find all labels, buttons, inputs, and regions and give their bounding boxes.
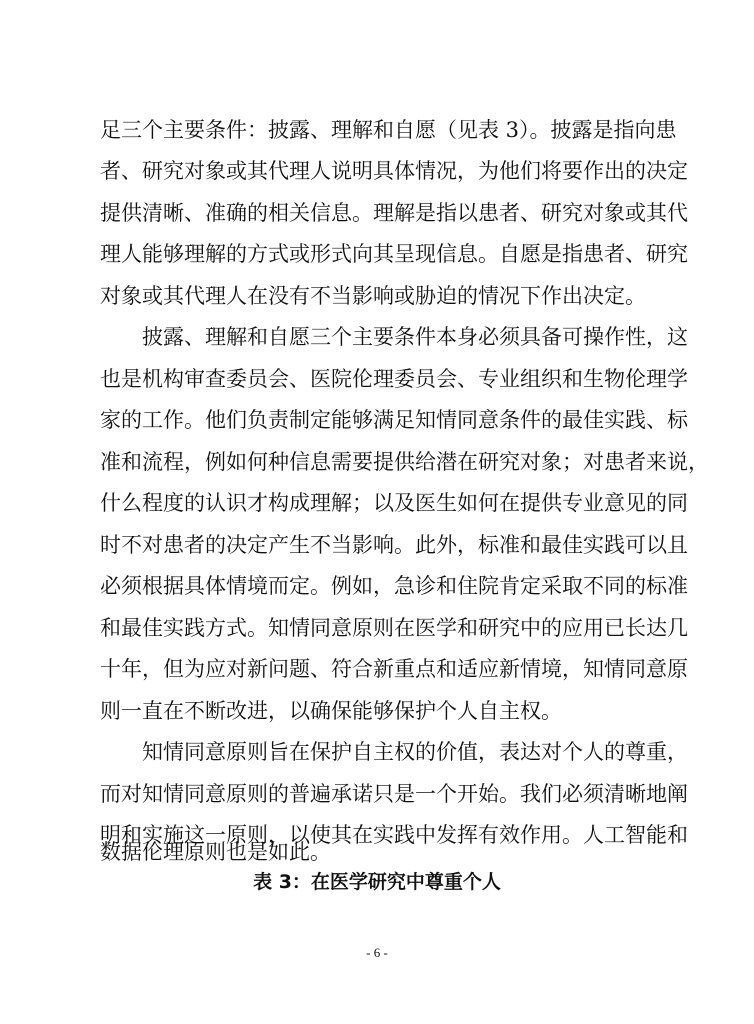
paragraph-2-line-2: 也是机构审查委员会、医院伦理委员会、专业组织和生物伦理学 xyxy=(100,367,688,391)
paragraph-3-line-2: 而对知情同意原则的普遍承诺只是一个开始。我们必须清晰地阐 xyxy=(100,782,688,806)
paragraph-1-line-2: 者、研究对象或其代理人说明具体情况，为他们将要作出的决定 xyxy=(100,159,688,183)
paragraph-2-line-10: 则一直在不断改进，以确保能够保护个人自主权。 xyxy=(100,699,562,723)
paragraph-1-line-3: 提供清晰、准确的相关信息。理解是指以患者、研究对象或其代 xyxy=(100,201,688,225)
paragraph-2-line-4: 准和流程，例如何种信息需要提供给潜在研究对象；对患者来说， xyxy=(100,450,709,474)
paragraph-2-line-6: 时不对患者的决定产生不当影响。此外，标准和最佳实践可以且 xyxy=(100,533,688,557)
paragraph-2-line-1: 披露、理解和自愿三个主要条件本身必须具备可操作性，这 xyxy=(100,325,688,349)
paragraph-1-line-1: 足三个主要条件：披露、理解和自愿（见表 3）。披露是指向患 xyxy=(100,118,677,142)
paragraph-3-line-1: 知情同意原则旨在保护自主权的价值，表达对个人的尊重， xyxy=(100,740,688,764)
paragraph-3-line-4: 数据伦理原则也是如此。 xyxy=(100,840,331,864)
paragraph-1-line-5: 对象或其代理人在没有不当影响或胁迫的情况下作出决定。 xyxy=(100,284,646,308)
paragraph-2-line-9: 十年，但为应对新问题、符合新重点和适应新情境，知情同意原 xyxy=(100,657,688,681)
paragraph-2-line-8: 和最佳实践方式。知情同意原则在医学和研究中的应用已长达几 xyxy=(100,616,688,640)
paragraph-1-line-4: 理人能够理解的方式或形式向其呈现信息。自愿是指患者、研究 xyxy=(100,242,688,266)
paragraph-3-line-3: 明和实施这一原则，以使其在实践中发挥有效作用。人工智能和 xyxy=(100,823,688,847)
page-number: - 6 - xyxy=(366,945,388,960)
paragraph-2-line-7: 必须根据具体情境而定。例如，急诊和住院肯定采取不同的标准 xyxy=(100,574,688,598)
paragraph-2-line-5: 什么程度的认识才构成理解；以及医生如何在提供专业意见的同 xyxy=(100,491,688,515)
paragraph-2-line-3: 家的工作。他们负责制定能够满足知情同意条件的最佳实践、标 xyxy=(100,408,688,432)
table-caption: 表 3：在医学研究中尊重个人 xyxy=(253,871,501,893)
